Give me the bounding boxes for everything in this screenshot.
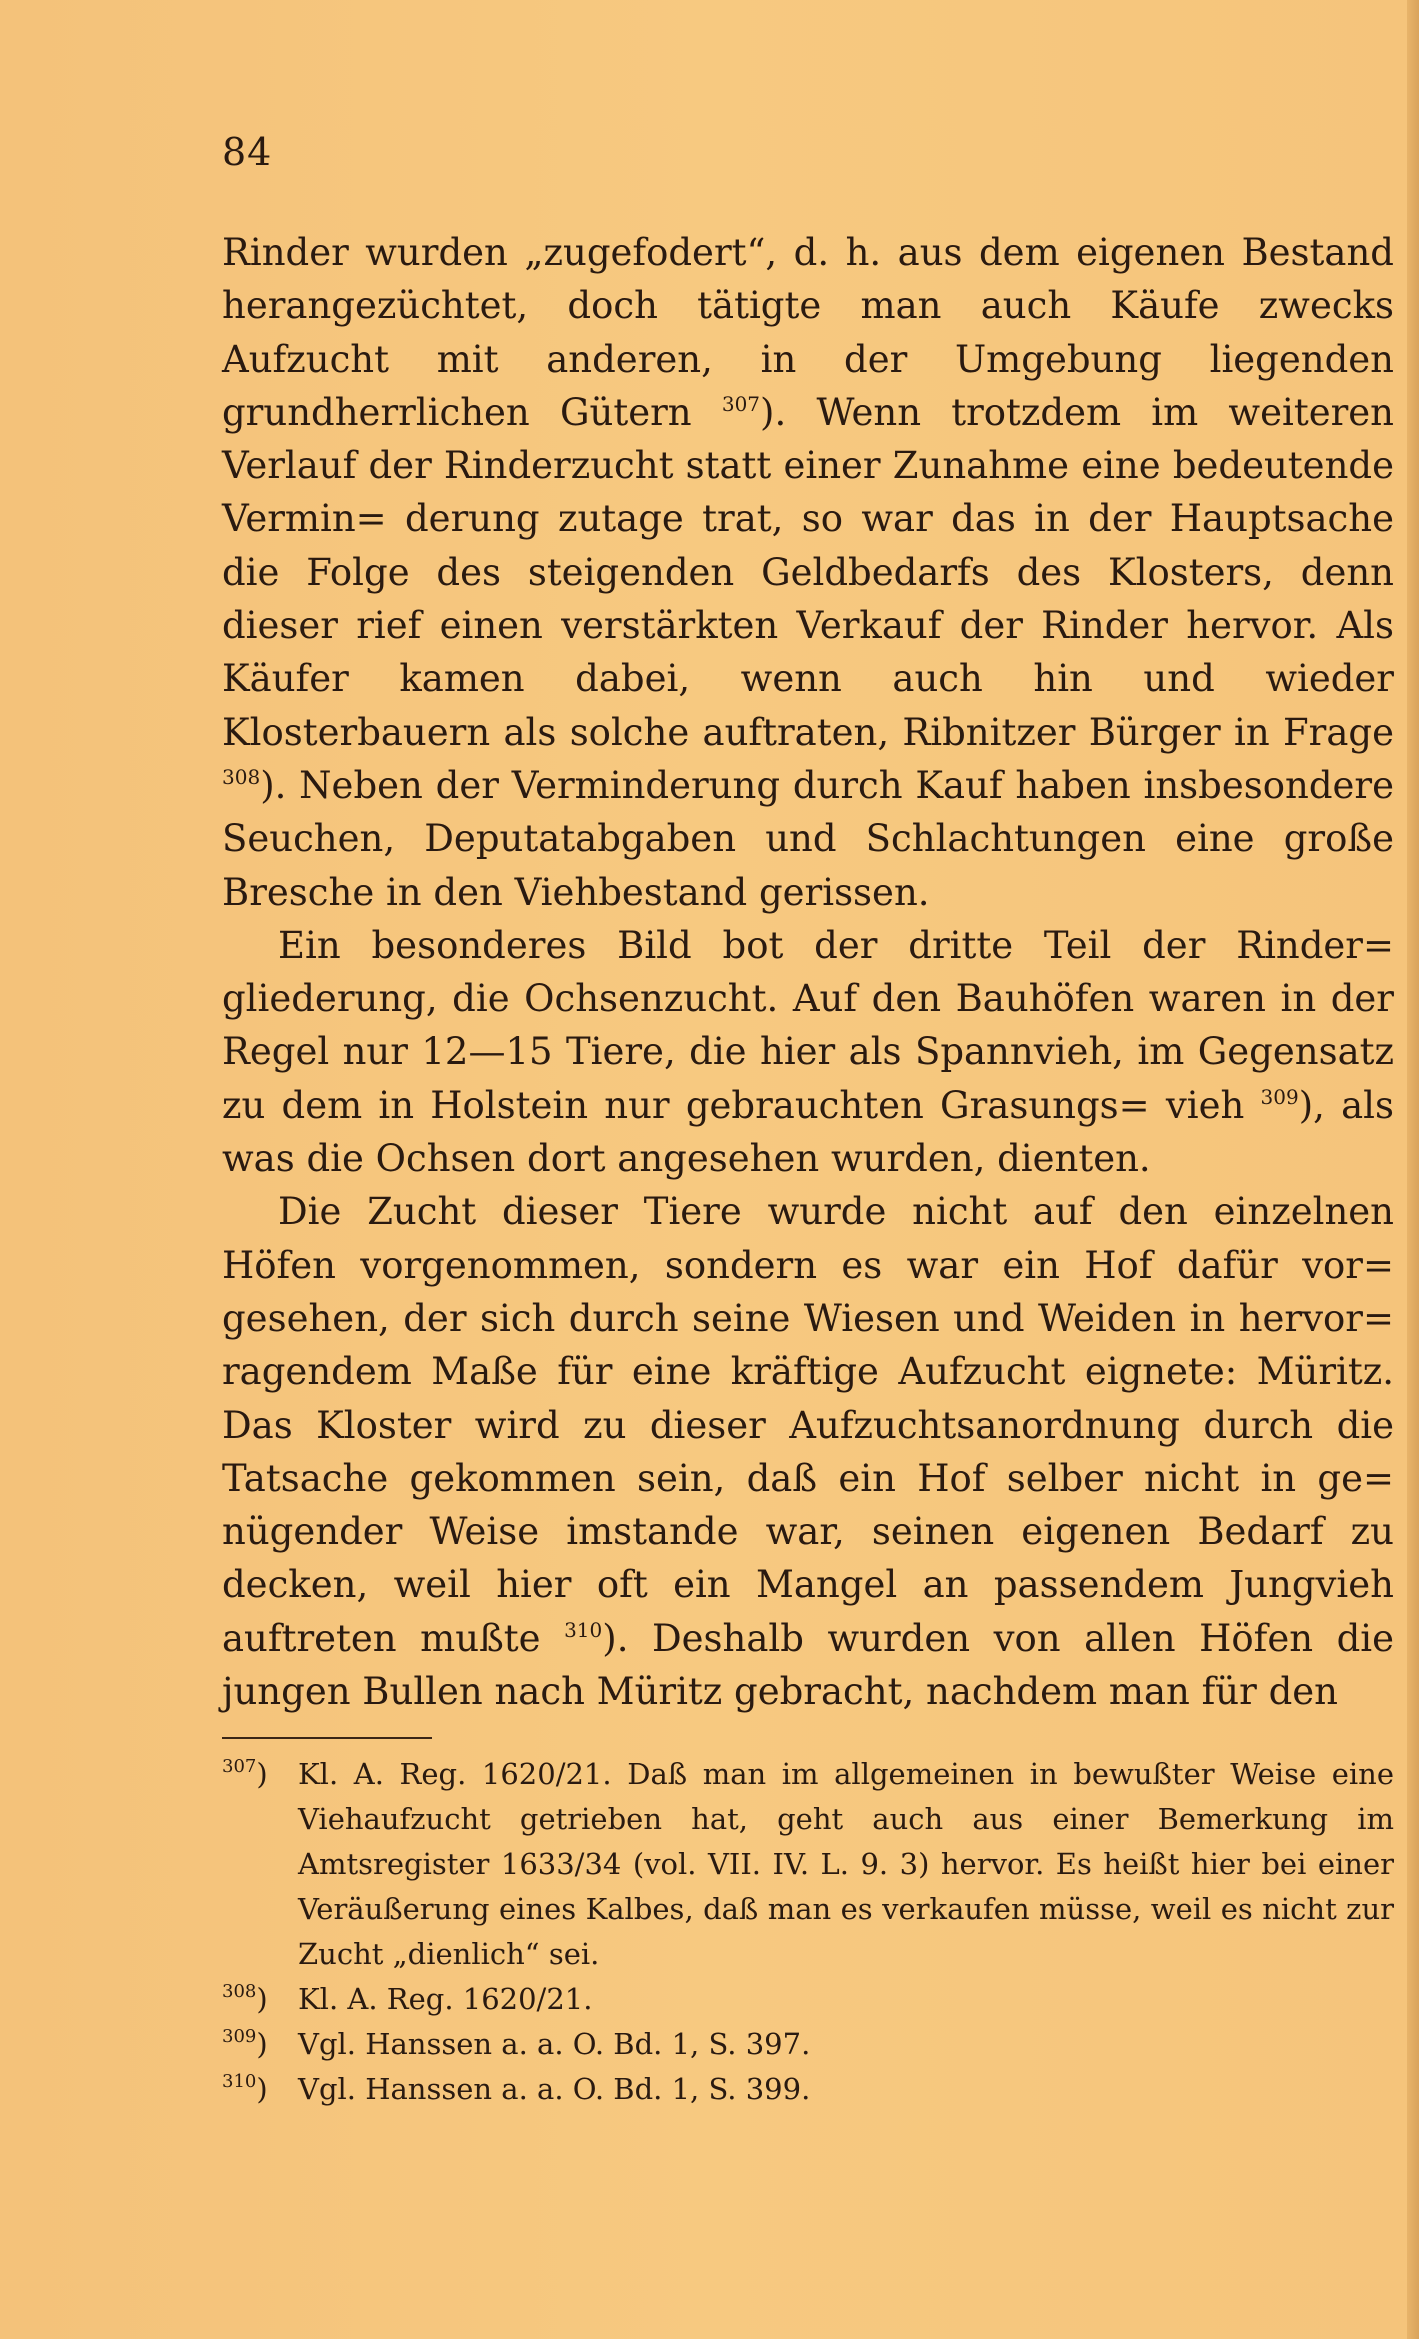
- main-text: [222, 226, 1394, 1718]
- text-run: ). Deshalb wurden von allen Höfen die jungen Bullen nach Müritz gebracht, nachdem man für den: [222, 1616, 1394, 1714]
- footnote-mark: $^{309}$): [222, 2026, 268, 2061]
- footnote-text: Vgl. Hanssen a. a. O. Bd. 1, S. 397.: [298, 2027, 811, 2061]
- footnotes: [222, 1752, 1394, 2112]
- footnote-mark: $^{308}$): [222, 1981, 268, 2016]
- footnote: [222, 1752, 1394, 1977]
- page-number: 84: [222, 130, 273, 174]
- footnote-text: Vgl. Hanssen a. a. O. Bd. 1, S. 399.: [298, 2072, 811, 2106]
- text-run: ). Wenn trotzdem im weiteren Verlauf der Rinderzucht statt einer Zunahme eine bedeutende Vermin= derung zutage trat, so war das in der Hauptsache die Folge des steigenden Geldbedarfs des Klosters, denn dieser rief einen verstärkten Verkauf der Rinder hervor. Als Käufer kamen dabei, wenn auch hin und wieder Klosterbauern als solche auftraten, Ribnitzer Bürger in Frage: [222, 390, 1395, 754]
- footnote-divider: [222, 1737, 432, 1739]
- text-run: ). Neben der Verminderung durch Kauf haben insbesondere Seuchen, Deputatabgaben und Schlachtungen eine große Bresche in den Viehbestand gerissen.: [222, 763, 1394, 914]
- footnote: [222, 2022, 1394, 2067]
- text-run: Ein besonderes Bild bot der dritte Teil der Rinder= gliederung, die Ochsenzucht. Auf den Bauhöfen waren in der Regel nur 12—15 Tiere, die hier als Spannvieh, im Gegensatz zu dem in Holstein nur gebrauchten Grasungs= vieh: [222, 923, 1394, 1127]
- footnote-text: Kl. A. Reg. 1620/21.: [298, 1982, 593, 2016]
- footnote-mark: $^{307}$): [222, 1756, 268, 1791]
- footnote: [222, 2067, 1394, 2112]
- footnote-ref: 308: [222, 764, 261, 789]
- text-run: ), als was die Ochsen dort angesehen wurden, dienten.: [222, 1083, 1394, 1181]
- paragraph: [222, 919, 1394, 1185]
- text-run: Rinder wurden „zugefodert“, d. h. aus dem eigenen Bestand herangezüchtet, doch tätigte man auch Käufe zwecks Aufzucht mit anderen, in der Umgebung liegenden grundherrlichen Gütern: [222, 231, 1394, 434]
- paragraph: [222, 1185, 1394, 1718]
- footnote-text: Kl. A. Reg. 1620/21. Daß man im allgemeinen in bewußter Weise eine Viehaufzucht getrieben hat, geht auch aus einer Bemerkung im Amtsregister 1633/34 (vol. VII. IV. L. 9. 3) hervor. Es heißt hier bei einer Veräußerung eines Kalbes, daß man es verkaufen müsse, weil es nicht zur Zucht „dienlich“ sei.: [298, 1757, 1394, 1971]
- footnote-ref: 307: [721, 391, 761, 416]
- footnote-number: 309: [222, 2026, 257, 2047]
- footnote-number: 310: [222, 2071, 257, 2092]
- paragraph: [222, 226, 1394, 919]
- page-edge: [1407, 0, 1419, 2339]
- footnote-number: 307: [222, 1756, 257, 1777]
- footnote-number: 308: [222, 1981, 257, 2002]
- footnote: [222, 1977, 1394, 2022]
- text-run: Die Zucht dieser Tiere wurde nicht auf den einzelnen Höfen vorgenommen, sondern es war ein Hof dafür vor= gesehen, der sich durch seine Wiesen und Weiden in hervor= ragendem Maße für eine kräftige Aufzucht eignete: Müritz. Das Kloster wird zu dieser Aufzuchtsanordnung durch die Tatsache gekommen sein, daß ein Hof selber nicht in ge= nügender Weise imstande war, seinen eigenen Bedarf zu decken, weil hier oft ein Mangel an passendem Jungvieh auftreten mußte: [222, 1190, 1394, 1660]
- footnote-mark: $^{310}$): [222, 2071, 268, 2106]
- footnote-ref: 309: [1260, 1084, 1299, 1109]
- footnote-ref: 310: [564, 1617, 603, 1642]
